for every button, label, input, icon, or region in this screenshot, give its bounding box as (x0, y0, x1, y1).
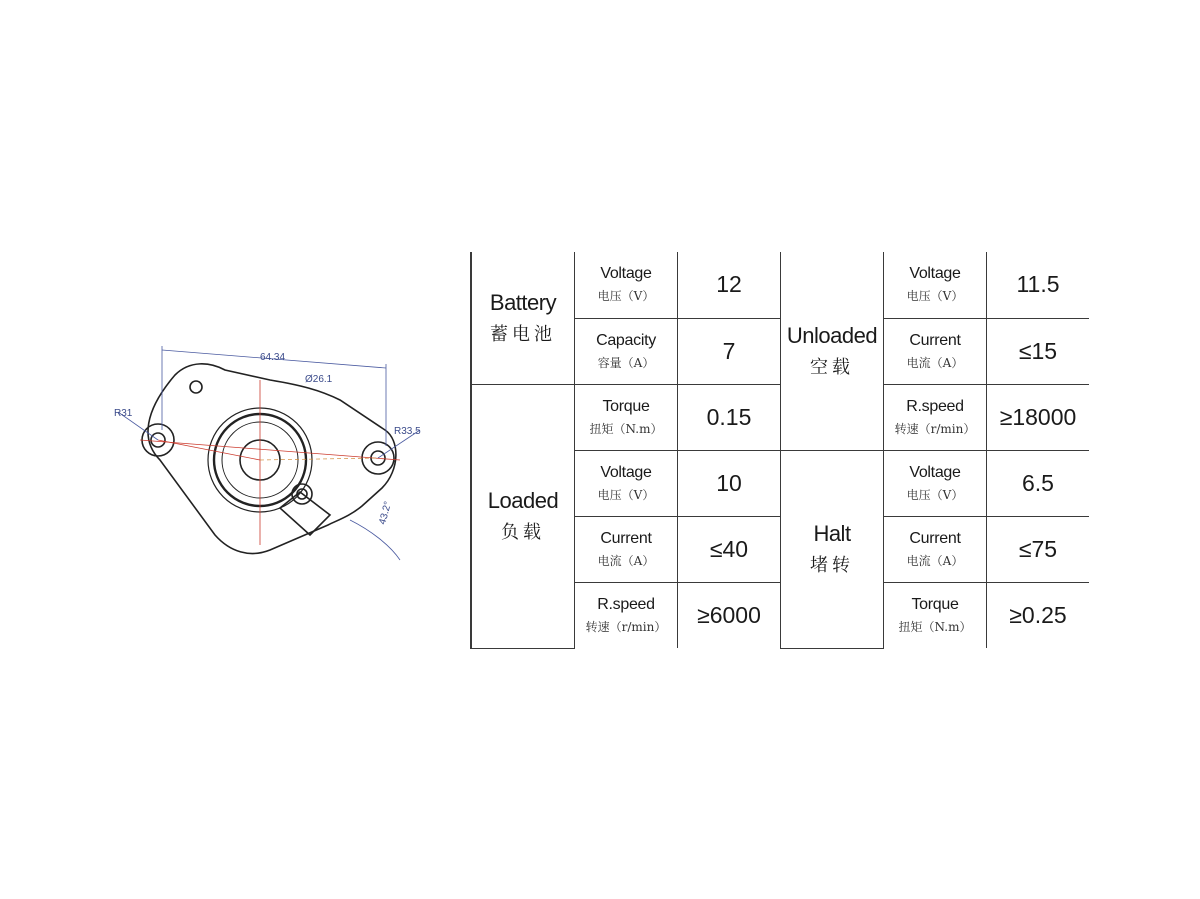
param-cell (575, 384, 678, 450)
param-label: R.speed (906, 397, 964, 415)
value-cell: ≥0.25 (987, 582, 1090, 648)
param-label: Current (909, 529, 961, 547)
value-cell: ≤75 (987, 516, 1090, 582)
group-halt (781, 450, 884, 648)
group-unloaded (781, 252, 884, 450)
table-row (471, 252, 1089, 318)
value-cell: 6.5 (987, 450, 1090, 516)
param-label-zh: 转速（r/min） (894, 421, 976, 436)
group-title: Battery (489, 289, 557, 315)
param-cell (575, 582, 678, 648)
param-cell (575, 252, 678, 318)
value-cell: 12 (678, 252, 781, 318)
param-label-zh: 电压（V） (906, 289, 964, 304)
param-label: Torque (911, 595, 959, 613)
param-label: Voltage (909, 265, 961, 283)
param-label: Torque (602, 397, 650, 415)
param-label: Voltage (600, 463, 652, 481)
param-label-zh: 电流（A） (906, 355, 964, 370)
dim-bore: Ø26.1 (305, 374, 333, 385)
value-cell: 0.15 (678, 384, 781, 450)
param-cell (884, 384, 987, 450)
table-row (471, 384, 1089, 450)
param-label-zh: 电压（V） (597, 487, 655, 502)
param-label-zh: 电流（A） (597, 553, 655, 568)
param-label-zh: 电压（V） (597, 289, 655, 304)
value-cell: ≥18000 (987, 384, 1090, 450)
param-label: Current (600, 529, 652, 547)
value-cell: 7 (678, 318, 781, 384)
param-cell (884, 582, 987, 648)
param-cell (575, 318, 678, 384)
param-cell (884, 252, 987, 318)
dim-width: 64.34 (260, 352, 286, 363)
param-label-zh: 转速（r/min） (585, 619, 667, 634)
spec-table (470, 252, 1089, 649)
param-label: Current (909, 331, 961, 349)
param-label-zh: 电流（A） (906, 553, 964, 568)
group-title: Halt (813, 521, 851, 546)
param-label: Voltage (909, 463, 961, 481)
group-title-zh: 堵转 (810, 555, 854, 576)
param-cell (575, 450, 678, 516)
value-cell: 10 (678, 450, 781, 516)
param-label: Voltage (600, 265, 652, 283)
value-cell: ≤15 (987, 318, 1090, 384)
value-cell: ≥6000 (678, 582, 781, 648)
param-label-zh: 容量（A） (597, 355, 655, 370)
group-loaded (471, 384, 575, 648)
group-title-zh: 蓄电池 (490, 323, 556, 345)
dim-left-radius: R31 (114, 408, 133, 419)
value-cell: 11.5 (987, 252, 1090, 318)
motor-mount-drawing (100, 330, 430, 570)
param-cell (884, 516, 987, 582)
group-title: Unloaded (786, 322, 878, 348)
group-battery (471, 252, 575, 384)
param-label-zh: 扭矩（N.m） (898, 619, 972, 634)
param-label-zh: 扭矩（N.m） (589, 421, 663, 436)
group-title-zh: 负载 (501, 522, 545, 543)
group-title-zh: 空载 (810, 356, 854, 378)
dim-right-radius: R33.5 (394, 426, 421, 437)
param-label-zh: 电压（V） (906, 487, 964, 502)
value-cell: ≤40 (678, 516, 781, 582)
param-cell (884, 318, 987, 384)
group-title: Loaded (487, 488, 559, 513)
param-cell (575, 516, 678, 582)
dim-angle: 43.2° (377, 500, 394, 526)
param-label: Capacity (596, 331, 656, 349)
param-label: R.speed (597, 595, 655, 613)
param-cell (884, 450, 987, 516)
